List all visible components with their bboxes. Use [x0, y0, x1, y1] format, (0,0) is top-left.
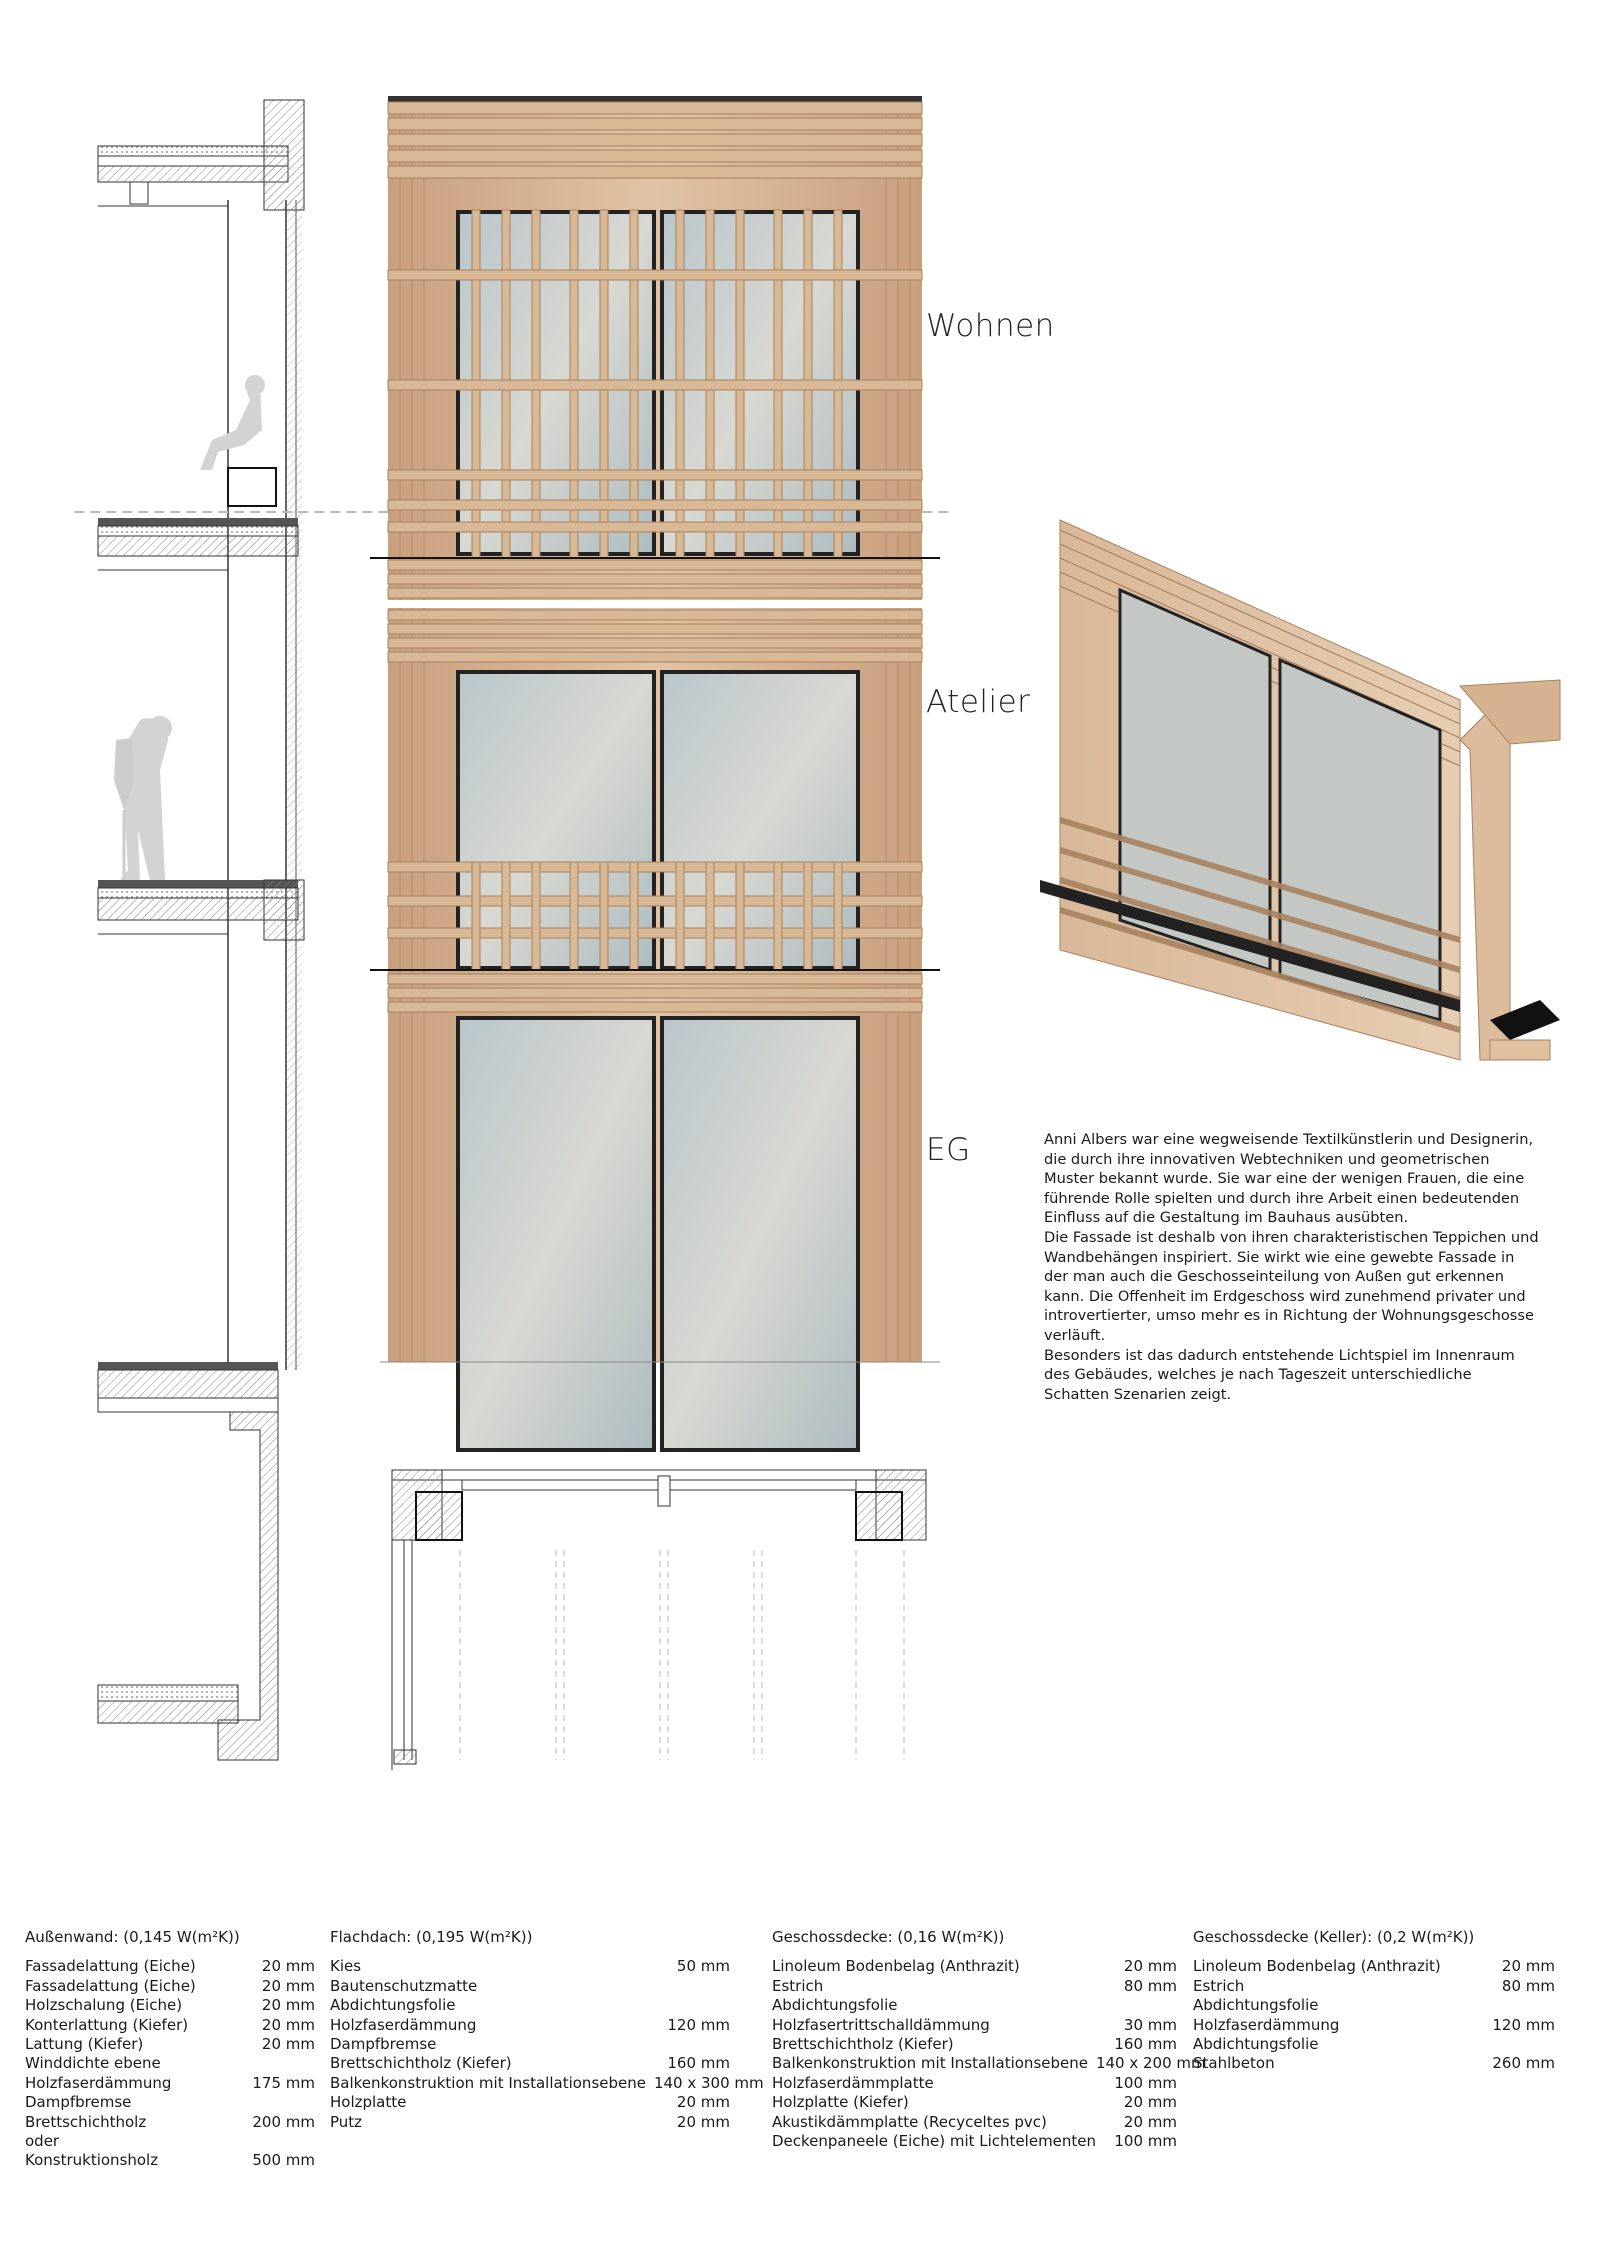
spec-row [772, 1957, 1177, 1976]
lower-floor-band [388, 974, 922, 1012]
spec-material: Holzplatte [330, 2093, 407, 2112]
plan-detail-drawing [380, 1450, 940, 1770]
spec-value: 260 mm [1492, 2054, 1555, 2073]
spec-row [772, 1977, 1177, 1996]
spec-material: Abdichtungsfolie [1193, 1996, 1319, 2015]
spec-material: Konstruktionsholz [25, 2151, 159, 2170]
spec-value: 160 mm [1114, 2035, 1177, 2054]
description-paragraph: Die Fassade ist deshalb von ihren charakteristischen Teppichen und Wandbehängen inspiriert. Sie wirkt wie eine gewebte Fassade in der man auch die Geschosseinteilung von Außen gut erkennen kann. Die Offenheit im Erdgeschoss wird zunehmend privater und introvertierter, umso mehr es in Richtung der Wohnungsgeschosse verläuft. [1044, 1228, 1539, 1344]
atelier-window-left [458, 672, 654, 968]
facade-axonometric [1040, 500, 1560, 1060]
spec-title: Geschossdecke: (0,16 W(m²K)) [772, 1928, 1005, 1946]
wall-section-drawing [0, 0, 360, 1800]
spec-row [330, 2054, 730, 2073]
spec-row [330, 2113, 730, 2132]
spec-material: Akustikdämmplatte (Recyceltes pvc) [772, 2112, 1047, 2131]
spec-value: 200 mm [252, 2112, 315, 2131]
spec-value: 120 mm [1492, 2015, 1555, 2034]
spec-row [1193, 2054, 1555, 2073]
eg-window-left [458, 1018, 654, 1450]
spec-row [330, 1996, 730, 2015]
spec-material: Kies [330, 1957, 362, 1976]
spec-row [330, 2016, 730, 2035]
roof-coping [388, 96, 922, 102]
spec-row [772, 2074, 1177, 2093]
floor-label-eg: EG [926, 1132, 971, 1168]
atelier-window-right [662, 672, 858, 968]
description-paragraph: Besonders ist das dadurch entstehende Lichtspiel im Innenraum des Gebäudes, welches je nach Tageszeit unterschiedliche Schatten Szenarien zeigt. [1044, 1346, 1515, 1403]
top-batten-band [388, 102, 922, 178]
spec-material: Holzfaserdämmung [1193, 2015, 1340, 2034]
spec-row [25, 2054, 315, 2073]
spec-material: Brettschichtholz (Kiefer) [330, 2054, 512, 2073]
spec-material: Dampfbremse [25, 2093, 132, 2112]
spec-row [330, 2073, 764, 2093]
spec-row [772, 2132, 1177, 2151]
spec-value: 30 mm [1123, 2015, 1177, 2034]
spec-row [1193, 2035, 1555, 2054]
spec-value: 160 mm [667, 2054, 730, 2073]
spec-row [25, 2016, 315, 2035]
eg-window-right [662, 1018, 858, 1450]
spec-row [772, 2054, 1206, 2073]
spec-geschossdecke [772, 1928, 1206, 2151]
spec-material: Balkenkonstruktion mit Installationsebene [330, 2073, 646, 2092]
spec-material: Estrich [1193, 1976, 1245, 1995]
spec-material: Balkenkonstruktion mit Installationsebene [772, 2054, 1088, 2073]
spec-row [1193, 1957, 1555, 1976]
spec-material: Linoleum Bodenbelag (Anthrazit) [1193, 1957, 1441, 1976]
spec-value: 20 mm [261, 1996, 315, 2015]
spec-row [25, 1996, 315, 2015]
spec-value: 175 mm [252, 2073, 315, 2092]
spec-row [772, 1996, 1177, 2015]
spec-material: Dampfbremse [330, 2035, 437, 2054]
spec-value: 100 mm [1114, 2132, 1177, 2151]
spec-row [25, 2074, 315, 2093]
spec-value: 50 mm [676, 1957, 730, 1976]
spec-material: Estrich [772, 1976, 824, 1995]
spec-value: 80 mm [1501, 1976, 1555, 1995]
spec-material: Abdichtungsfolie [330, 1996, 456, 2015]
spec-material: Holzschalung (Eiche) [25, 1996, 183, 2015]
spec-title: Flachdach: (0,195 W(m²K)) [330, 1928, 533, 1946]
spec-material: Holzplatte (Kiefer) [772, 2093, 909, 2112]
description-paragraph: Anni Albers war eine wegweisende Textilkünstlerin und Designerin, die durch ihre innovativen Webtechniken und geometrischen Muster bekannt wurde. Sie war eine der wenigen Frauen, die eine führende Rolle spielten und durch ihre Arbeit einen bedeutenden Einfluss auf die Gestaltung im Bauhaus ausübten. [1044, 1131, 1534, 1227]
spec-row [330, 2093, 730, 2112]
spec-title: Geschossdecke (Keller): (0,2 W(m²K)) [1193, 1928, 1475, 1946]
spec-material: Winddichte ebene [25, 2054, 161, 2073]
spec-material: Holzfaserdämmung [330, 2015, 477, 2034]
spec-value: 20 mm [261, 2015, 315, 2034]
upper-floor-band [388, 560, 922, 598]
floor-label-atelier: Atelier [926, 684, 1031, 720]
spec-title: Außenwand: (0,145 W(m²K)) [25, 1928, 240, 1946]
spec-flachdach [330, 1928, 764, 2132]
spec-value: 20 mm [1501, 1957, 1555, 1976]
spec-value: 140 x 200 mm [1095, 2054, 1206, 2073]
spec-value: 20 mm [261, 1957, 315, 1976]
spec-row [772, 2035, 1177, 2054]
spec-material: Brettschichtholz (Kiefer) [772, 2035, 954, 2054]
spec-row [25, 2093, 315, 2112]
spec-row [330, 1957, 730, 1976]
spec-row [772, 2113, 1177, 2132]
facade-description [1044, 1130, 1540, 1404]
spec-row [1193, 2016, 1555, 2035]
spec-row [1193, 1977, 1555, 1996]
spec-material: Fassadelattung (Eiche) [25, 1976, 196, 1995]
spec-value: 120 mm [667, 2015, 730, 2034]
spec-material: Deckenpaneele (Eiche) mit Lichtelementen [772, 2132, 1097, 2151]
spec-material: Putz [330, 2112, 363, 2131]
spec-value: 80 mm [1123, 1976, 1177, 1995]
spec-row [25, 1957, 315, 1976]
spec-row [25, 2035, 315, 2054]
spec-material: Stahlbeton [1193, 2054, 1275, 2073]
spec-material: Abdichtungsfolie [1193, 2035, 1319, 2054]
spec-material: Holzfasertrittschalldämmung [772, 2015, 990, 2034]
spec-material: Linoleum Bodenbelag (Anthrazit) [772, 1957, 1020, 1976]
spec-value: 20 mm [261, 2035, 315, 2054]
spec-value: 500 mm [252, 2151, 315, 2170]
spec-row [25, 2132, 315, 2151]
spec-material: Brettschichtholz [25, 2112, 147, 2131]
floor-label-wohnen: Wohnen [926, 308, 1055, 344]
spec-value: 140 x 300 mm [653, 2073, 764, 2092]
spec-value: 20 mm [676, 2093, 730, 2112]
spec-material: oder [25, 2132, 60, 2151]
spec-value: 20 mm [1123, 2093, 1177, 2112]
spec-row [25, 2113, 315, 2132]
spec-row [772, 2093, 1177, 2112]
spec-value: 20 mm [1123, 1957, 1177, 1976]
spec-value: 20 mm [676, 2112, 730, 2131]
spec-value: 20 mm [261, 1976, 315, 1995]
spec-keller [1193, 1928, 1555, 2074]
spec-row [25, 1977, 315, 1996]
spec-row [25, 2151, 315, 2170]
spec-material: Fassadelattung (Eiche) [25, 1957, 196, 1976]
spec-row [772, 2016, 1177, 2035]
spec-material: Abdichtungsfolie [772, 1996, 898, 2015]
spec-row [330, 1977, 730, 1996]
spec-value: 20 mm [1123, 2112, 1177, 2131]
spec-material: Lattung (Kiefer) [25, 2035, 144, 2054]
spec-value: 100 mm [1114, 2073, 1177, 2092]
facade-elevation [380, 90, 940, 1380]
spec-row [330, 2035, 730, 2054]
spec-material: Bautenschutzmatte [330, 1976, 478, 1995]
spec-material: Holzfaserdämmung [25, 2073, 172, 2092]
spec-aussenwand [25, 1928, 315, 2171]
spec-material: Konterlattung (Kiefer) [25, 2015, 189, 2034]
spec-row [1193, 1996, 1555, 2015]
spec-material: Holzfaserdämmplatte [772, 2073, 934, 2092]
